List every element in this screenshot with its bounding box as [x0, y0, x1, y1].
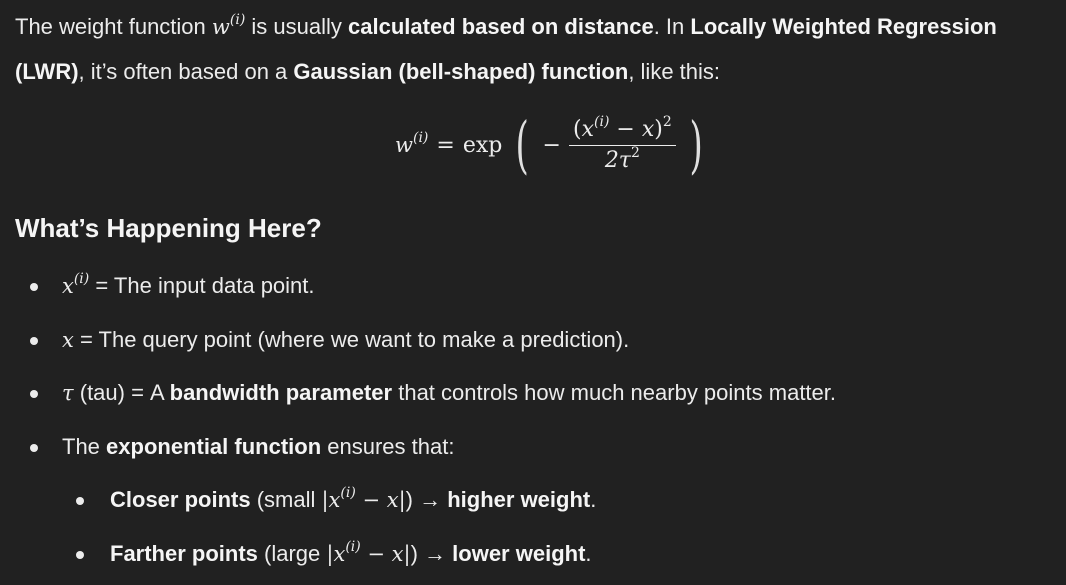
list-item-text: . — [585, 540, 592, 566]
fraction — [569, 114, 676, 173]
list-item — [0, 369, 1066, 423]
list-item — [0, 316, 1066, 370]
list-item-text: ) → — [410, 540, 453, 566]
list-item-text: = The query point (where we want to make a prediction). — [73, 326, 630, 352]
num-open-paren: ( — [572, 117, 582, 142]
bold-text: Locally Weighted Regression (LWR) — [15, 14, 997, 84]
math-x: x — [62, 274, 74, 298]
math-minus-x: − x| — [355, 488, 406, 512]
bold-text: Gaussian (bell-shaped) function — [293, 59, 629, 84]
math-superscript: (i) — [340, 485, 356, 501]
math-2tau: 2τ — [604, 148, 631, 173]
intro-text: is usually — [245, 14, 349, 39]
math-power: 2 — [662, 114, 672, 130]
list-item-text: . — [590, 487, 597, 512]
math-superscript: (i) — [345, 538, 361, 555]
fraction-denominator — [605, 146, 640, 173]
list-item — [0, 530, 1066, 584]
equals-sign: = — [436, 132, 455, 158]
exp-function: exp — [462, 132, 503, 158]
bold-text: bandwidth parameter — [169, 380, 393, 405]
math-superscript: (i) — [594, 114, 610, 130]
math-power: 2 — [630, 145, 640, 161]
math-x: x — [581, 117, 594, 142]
list-item — [0, 476, 1066, 530]
list-item-text: ensures that: — [321, 433, 455, 459]
bold-text: calculated based on distance — [348, 14, 654, 39]
bold-text: Farther points — [110, 540, 258, 566]
list-item-text: The — [62, 433, 107, 459]
list-item-text: (small — [250, 487, 322, 512]
bold-text: Closer points — [110, 487, 251, 512]
sub-bullet-list — [0, 476, 1066, 583]
math-superscript: (i) — [229, 12, 246, 28]
math-w: w — [395, 132, 413, 157]
list-item-text: (tau) = A — [73, 380, 170, 405]
gaussian-weight-formula — [395, 105, 708, 185]
section-heading: What’s Happening Here? — [15, 213, 322, 243]
math-minus-x: − x — [609, 117, 655, 142]
bold-text: higher weight — [447, 487, 591, 512]
list-item-text: that controls how much nearby points matter. — [392, 380, 836, 405]
math-minus-x: − x| — [360, 541, 411, 566]
list-item-text: ) → — [405, 487, 448, 512]
intro-text: , like this: — [628, 59, 721, 84]
formula-lhs — [395, 129, 429, 158]
intro-text: The weight function — [15, 14, 212, 39]
list-item — [0, 262, 1066, 316]
math-abs-x: |x — [321, 488, 341, 512]
math-tau: τ — [62, 381, 74, 405]
list-item-text: = The input data point. — [89, 273, 315, 298]
math-superscript: (i) — [412, 129, 429, 146]
num-close-paren: ) — [654, 117, 663, 142]
bold-text: exponential function — [106, 433, 322, 459]
right-paren: ) — [689, 108, 703, 181]
intro-text: . In — [653, 14, 691, 39]
bullet-list — [0, 262, 1066, 476]
math-x: x — [62, 327, 74, 352]
math-abs-x: |x — [326, 541, 346, 566]
minus-sign: − — [542, 132, 561, 158]
intro-paragraph — [15, 6, 1055, 93]
list-item — [0, 423, 1066, 477]
math-w: w — [211, 15, 230, 39]
fraction-numerator — [569, 114, 676, 146]
math-superscript: (i) — [73, 271, 90, 287]
intro-text: , it’s often based on a — [78, 59, 294, 84]
bold-text: lower weight — [452, 540, 586, 566]
left-paren: ( — [515, 108, 530, 181]
list-item-text: (large — [257, 540, 327, 566]
